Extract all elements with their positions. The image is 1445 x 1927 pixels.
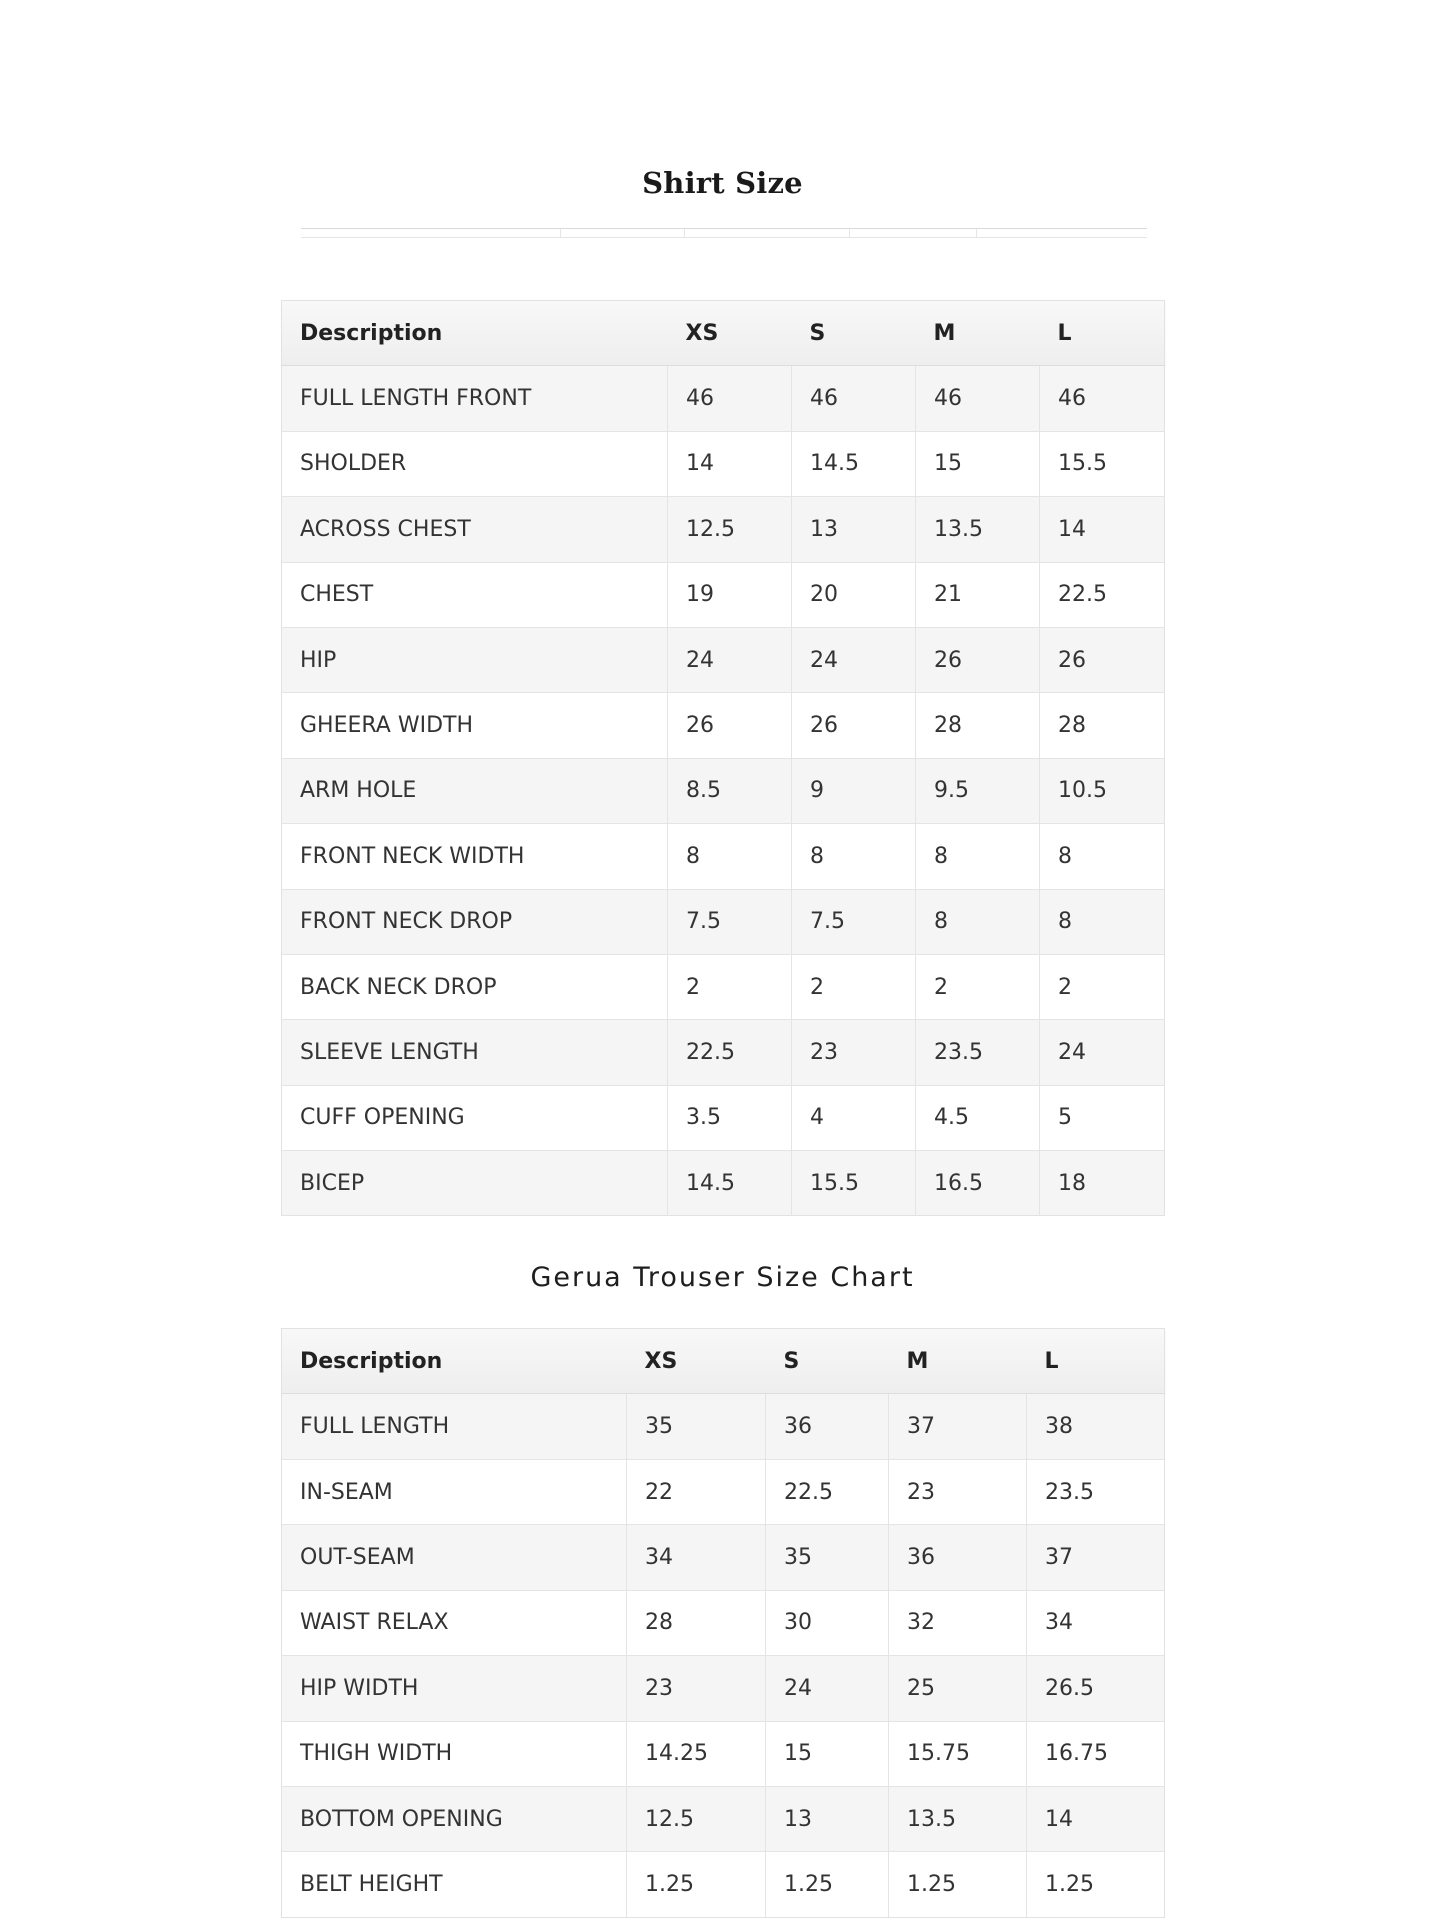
shirt-column-header: L xyxy=(1040,301,1165,366)
trouser-measurement-label: FULL LENGTH xyxy=(282,1394,627,1459)
shirt-measurement-value: 14 xyxy=(668,431,792,496)
shirt-measurement-value: 15.5 xyxy=(792,1151,916,1216)
shirt-measurement-value: 24 xyxy=(668,627,792,692)
trouser-table-row xyxy=(282,1590,1165,1655)
trouser-table-row xyxy=(282,1721,1165,1786)
shirt-table-row xyxy=(282,431,1165,496)
shirt-measurement-value: 15 xyxy=(916,431,1040,496)
shirt-measurement-value: 26 xyxy=(668,693,792,758)
shirt-table-row xyxy=(282,366,1165,431)
shirt-measurement-value: 22.5 xyxy=(1040,562,1165,627)
trouser-measurement-value: 1.25 xyxy=(766,1852,889,1918)
shirt-measurement-value: 46 xyxy=(916,366,1040,431)
trouser-size-table xyxy=(281,1328,1165,1918)
trouser-measurement-value: 1.25 xyxy=(627,1852,766,1918)
shirt-size-title: Shirt Size xyxy=(642,166,803,200)
shirt-size-table xyxy=(281,300,1165,1216)
shirt-measurement-value: 23.5 xyxy=(916,1020,1040,1085)
shirt-measurement-value: 2 xyxy=(792,954,916,1019)
trouser-measurement-value: 14.25 xyxy=(627,1721,766,1786)
shirt-measurement-label: ACROSS CHEST xyxy=(282,497,668,562)
trouser-measurement-value: 15 xyxy=(766,1721,889,1786)
shirt-measurement-value: 46 xyxy=(792,366,916,431)
shirt-measurement-label: ARM HOLE xyxy=(282,758,668,823)
shirt-measurement-label: BACK NECK DROP xyxy=(282,954,668,1019)
shirt-measurement-value: 13.5 xyxy=(916,497,1040,562)
shirt-header-row xyxy=(282,301,1165,366)
empty-table-divider xyxy=(301,228,1147,238)
shirt-measurement-value: 10.5 xyxy=(1040,758,1165,823)
trouser-measurement-value: 26.5 xyxy=(1027,1656,1165,1721)
shirt-measurement-label: HIP xyxy=(282,627,668,692)
trouser-measurement-value: 23.5 xyxy=(1027,1459,1165,1524)
trouser-measurement-value: 22.5 xyxy=(766,1459,889,1524)
trouser-table-row xyxy=(282,1656,1165,1721)
shirt-measurement-value: 3.5 xyxy=(668,1085,792,1150)
shirt-measurement-value: 23 xyxy=(792,1020,916,1085)
trouser-measurement-value: 37 xyxy=(1027,1525,1165,1590)
trouser-column-header: M xyxy=(889,1329,1027,1394)
trouser-measurement-value: 28 xyxy=(627,1590,766,1655)
shirt-measurement-value: 14.5 xyxy=(668,1151,792,1216)
trouser-measurement-label: HIP WIDTH xyxy=(282,1656,627,1721)
trouser-measurement-value: 1.25 xyxy=(1027,1852,1165,1918)
trouser-table-row xyxy=(282,1394,1165,1459)
shirt-measurement-value: 14.5 xyxy=(792,431,916,496)
trouser-column-header: XS xyxy=(627,1329,766,1394)
shirt-measurement-value: 7.5 xyxy=(668,889,792,954)
shirt-measurement-label: SHOLDER xyxy=(282,431,668,496)
trouser-measurement-value: 32 xyxy=(889,1590,1027,1655)
shirt-measurement-value: 26 xyxy=(1040,627,1165,692)
shirt-measurement-value: 12.5 xyxy=(668,497,792,562)
shirt-column-header: S xyxy=(792,301,916,366)
trouser-measurement-value: 13.5 xyxy=(889,1787,1027,1852)
trouser-measurement-value: 1.25 xyxy=(889,1852,1027,1918)
trouser-measurement-value: 14 xyxy=(1027,1787,1165,1852)
shirt-measurement-value: 8 xyxy=(916,889,1040,954)
shirt-measurement-value: 2 xyxy=(1040,954,1165,1019)
shirt-table-row xyxy=(282,1020,1165,1085)
shirt-measurement-value: 24 xyxy=(792,627,916,692)
shirt-column-header: M xyxy=(916,301,1040,366)
shirt-table-row xyxy=(282,1151,1165,1216)
trouser-measurement-value: 34 xyxy=(1027,1590,1165,1655)
shirt-measurement-label: CUFF OPENING xyxy=(282,1085,668,1150)
shirt-measurement-value: 46 xyxy=(668,366,792,431)
trouser-measurement-label: THIGH WIDTH xyxy=(282,1721,627,1786)
shirt-measurement-label: SLEEVE LENGTH xyxy=(282,1020,668,1085)
trouser-measurement-label: OUT-SEAM xyxy=(282,1525,627,1590)
trouser-measurement-value: 13 xyxy=(766,1787,889,1852)
trouser-measurement-value: 38 xyxy=(1027,1394,1165,1459)
shirt-measurement-value: 14 xyxy=(1040,497,1165,562)
trouser-header-row xyxy=(282,1329,1165,1394)
shirt-measurement-value: 22.5 xyxy=(668,1020,792,1085)
trouser-measurement-value: 37 xyxy=(889,1394,1027,1459)
shirt-measurement-value: 19 xyxy=(668,562,792,627)
shirt-measurement-label: GHEERA WIDTH xyxy=(282,693,668,758)
trouser-column-header: L xyxy=(1027,1329,1165,1394)
shirt-measurement-value: 46 xyxy=(1040,366,1165,431)
shirt-column-header: XS xyxy=(668,301,792,366)
trouser-measurement-value: 23 xyxy=(889,1459,1027,1524)
shirt-measurement-value: 8 xyxy=(1040,889,1165,954)
shirt-table-row xyxy=(282,627,1165,692)
trouser-table-row xyxy=(282,1787,1165,1852)
trouser-measurement-value: 25 xyxy=(889,1656,1027,1721)
trouser-measurement-value: 35 xyxy=(766,1525,889,1590)
shirt-measurement-value: 8.5 xyxy=(668,758,792,823)
shirt-measurement-value: 26 xyxy=(916,627,1040,692)
trouser-measurement-label: IN-SEAM xyxy=(282,1459,627,1524)
shirt-measurement-value: 13 xyxy=(792,497,916,562)
shirt-measurement-value: 2 xyxy=(916,954,1040,1019)
trouser-measurement-value: 30 xyxy=(766,1590,889,1655)
trouser-size-chart-title: Gerua Trouser Size Chart xyxy=(530,1262,915,1293)
trouser-measurement-value: 22 xyxy=(627,1459,766,1524)
trouser-measurement-value: 36 xyxy=(889,1525,1027,1590)
shirt-table-row xyxy=(282,562,1165,627)
shirt-measurement-value: 4 xyxy=(792,1085,916,1150)
shirt-measurement-value: 28 xyxy=(1040,693,1165,758)
shirt-measurement-label: BICEP xyxy=(282,1151,668,1216)
shirt-measurement-value: 7.5 xyxy=(792,889,916,954)
shirt-measurement-value: 9.5 xyxy=(916,758,1040,823)
shirt-table-row xyxy=(282,1085,1165,1150)
shirt-measurement-label: CHEST xyxy=(282,562,668,627)
shirt-measurement-label: FULL LENGTH FRONT xyxy=(282,366,668,431)
trouser-measurement-value: 12.5 xyxy=(627,1787,766,1852)
trouser-measurement-value: 16.75 xyxy=(1027,1721,1165,1786)
shirt-measurement-value: 16.5 xyxy=(916,1151,1040,1216)
shirt-measurement-value: 8 xyxy=(792,824,916,889)
shirt-measurement-value: 26 xyxy=(792,693,916,758)
trouser-measurement-value: 23 xyxy=(627,1656,766,1721)
trouser-table-row xyxy=(282,1525,1165,1590)
trouser-column-header: S xyxy=(766,1329,889,1394)
shirt-measurement-value: 21 xyxy=(916,562,1040,627)
shirt-measurement-value: 4.5 xyxy=(916,1085,1040,1150)
trouser-measurement-value: 35 xyxy=(627,1394,766,1459)
shirt-measurement-value: 28 xyxy=(916,693,1040,758)
trouser-measurement-value: 15.75 xyxy=(889,1721,1027,1786)
shirt-measurement-value: 2 xyxy=(668,954,792,1019)
trouser-measurement-label: BOTTOM OPENING xyxy=(282,1787,627,1852)
shirt-table-row xyxy=(282,824,1165,889)
shirt-table-row xyxy=(282,758,1165,823)
shirt-measurement-value: 8 xyxy=(668,824,792,889)
shirt-measurement-value: 20 xyxy=(792,562,916,627)
trouser-table-row xyxy=(282,1459,1165,1524)
shirt-measurement-value: 9 xyxy=(792,758,916,823)
shirt-measurement-value: 24 xyxy=(1040,1020,1165,1085)
trouser-measurement-label: BELT HEIGHT xyxy=(282,1852,627,1918)
shirt-measurement-value: 8 xyxy=(1040,824,1165,889)
shirt-column-header: Description xyxy=(282,301,668,366)
shirt-table-row xyxy=(282,497,1165,562)
shirt-measurement-value: 5 xyxy=(1040,1085,1165,1150)
trouser-measurement-value: 24 xyxy=(766,1656,889,1721)
trouser-table-row xyxy=(282,1852,1165,1918)
trouser-measurement-label: WAIST RELAX xyxy=(282,1590,627,1655)
trouser-column-header: Description xyxy=(282,1329,627,1394)
shirt-table-row xyxy=(282,889,1165,954)
trouser-measurement-value: 36 xyxy=(766,1394,889,1459)
shirt-measurement-value: 15.5 xyxy=(1040,431,1165,496)
shirt-measurement-label: FRONT NECK DROP xyxy=(282,889,668,954)
shirt-measurement-value: 8 xyxy=(916,824,1040,889)
trouser-measurement-value: 34 xyxy=(627,1525,766,1590)
shirt-measurement-value: 18 xyxy=(1040,1151,1165,1216)
shirt-table-row xyxy=(282,693,1165,758)
shirt-measurement-label: FRONT NECK WIDTH xyxy=(282,824,668,889)
shirt-table-row xyxy=(282,954,1165,1019)
